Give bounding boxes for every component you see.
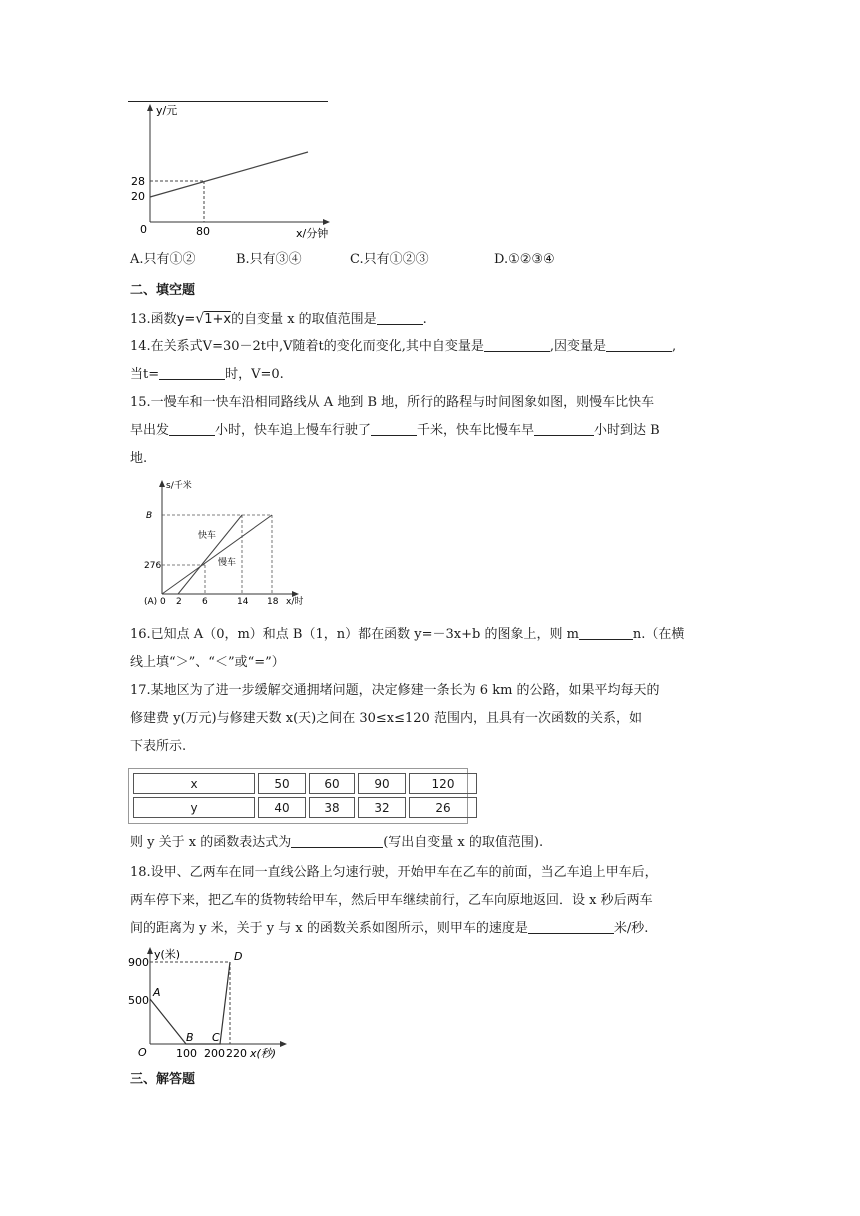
q15-y-tick-276: 276 — [144, 561, 162, 571]
q14-blank-1[interactable] — [484, 337, 550, 352]
q12-option-c: C.只有①②③ — [350, 252, 429, 267]
q13-blank[interactable] — [377, 310, 423, 325]
q15-fast-label: 快车 — [198, 531, 217, 541]
q14-line1: 14.在关系式V=30－2t中,V随着t的变化而变化,其中自变量是 ,因变量是 , — [130, 339, 677, 354]
q12-y-tick-28: 28 — [131, 175, 145, 188]
q18-y-label: y(米) — [154, 948, 181, 961]
table-cell: 120 — [409, 773, 477, 794]
q15-slow-label: 慢车 — [218, 558, 237, 568]
q12-graph — [128, 102, 338, 240]
q15-x-tick-2: 2 — [176, 597, 182, 607]
q16-blank[interactable] — [579, 625, 633, 640]
q17-blank[interactable] — [291, 833, 383, 848]
q15-x-tick-0: (A) 0 — [144, 597, 166, 607]
q18-x-tick-100: 100 — [176, 1047, 197, 1060]
q15-line1: 15.一慢车和一快车沿相同路线从 A 地到 B 地，所行的路程与时间图象如图，则慢车比快车 — [130, 395, 655, 410]
q18-origin: O — [138, 1046, 147, 1059]
q17-line2: 修建费 y(万元)与修建天数 x(天)之间在 30≤x≤120 范围内，且具有一次函数的关系，如 — [130, 711, 642, 726]
q13-suffix: 的自变量 x 的取值范围是 — [231, 312, 377, 327]
table-cell: y — [133, 797, 255, 818]
q15-y-label: s/千米 — [166, 481, 192, 491]
table-cell: x — [133, 773, 255, 794]
q12-x-tick-80: 80 — [196, 225, 210, 238]
q18-x-tick-200: 200 — [204, 1047, 225, 1060]
q18-x-label: x(秒) — [250, 1047, 277, 1060]
q18-blank[interactable] — [528, 919, 614, 934]
q18-line3: 间的距离为 y 米，关于 y 与 x 的函数关系如图所示，则甲车的速度是 米/秒. — [130, 921, 649, 936]
q17-after: 则 y 关于 x 的函数表达式为 (写出自变量 x 的取值范围). — [130, 835, 544, 850]
table-cell: 60 — [309, 773, 355, 794]
q12-x-label: x/分钟 — [296, 227, 329, 240]
q15-graph — [140, 478, 310, 608]
q15-x-tick-18: 18 — [267, 597, 279, 607]
q18-graph — [128, 944, 298, 1062]
q16-line1: 16.已知点 A（0，m）和点 B（1，n）都在函数 y=－3x+b 的图象上，则 m n.（在横 — [130, 627, 685, 642]
q18-line1: 18.设甲、乙两车在同一直线公路上匀速行驶，开始甲车在乙车的前面，当乙车追上甲车后， — [130, 865, 658, 880]
q14-blank-3[interactable] — [159, 365, 225, 380]
q15-x-tick-14: 14 — [237, 597, 249, 607]
table-cell: 40 — [258, 797, 306, 818]
q17-line1: 17.某地区为了进一步缓解交通拥堵问题，决定修建一条长为 6 km 的公路，如果平均每天的 — [130, 683, 660, 698]
q17-line3: 下表所示. — [130, 739, 187, 754]
q13-formula: y=√1+x — [176, 311, 232, 327]
section3-heading: 三、解答题 — [130, 1072, 196, 1087]
q15-blank-2[interactable] — [371, 421, 417, 436]
section2-heading: 二、填空题 — [130, 283, 196, 298]
table-cell: 26 — [409, 797, 477, 818]
q15-x-tick-6: 6 — [202, 597, 208, 607]
q13-line: 13.函数y=√1+x的自变量 x 的取值范围是 . — [130, 311, 427, 327]
q15-line2: 早出发 小时，快车追上慢车行驶了 千米，快车比慢车早 小时到达 B — [130, 423, 660, 438]
q15-line3: 地. — [130, 451, 148, 466]
q18-point-b: B — [186, 1031, 194, 1044]
q12-x-tick-0: 0 — [140, 223, 147, 236]
table-cell: 90 — [358, 773, 406, 794]
q15-blank-1[interactable] — [169, 421, 215, 436]
q16-line2: 线上填“＞”、“＜”或“=”） — [130, 655, 285, 670]
q15-blank-3[interactable] — [534, 421, 594, 436]
q17-table — [130, 770, 480, 821]
table-row — [133, 773, 477, 794]
table-cell: 50 — [258, 773, 306, 794]
q14-blank-2[interactable] — [606, 337, 672, 352]
q12-option-d: D.①②③④ — [494, 252, 555, 267]
q13-prefix: 13.函数 — [130, 312, 177, 327]
table-cell: 32 — [358, 797, 406, 818]
q12-y-tick-20: 20 — [131, 190, 145, 203]
q15-x-label: x/时 — [286, 597, 304, 607]
table-row — [133, 797, 477, 818]
q12-option-a: A.只有①② — [130, 252, 196, 267]
q18-y-tick-500: 500 — [128, 994, 149, 1007]
q12-y-label: y/元 — [156, 104, 178, 117]
q18-y-tick-900: 900 — [128, 956, 149, 969]
q18-line2: 两车停下来，把乙车的货物转给甲车，然后甲车继续前行，乙车向原地返回．设 x 秒后两车 — [130, 893, 653, 908]
q15-b-label: B — [146, 511, 153, 521]
q18-point-a: A — [153, 986, 161, 999]
q18-point-c: C — [212, 1031, 220, 1044]
q12-option-b: B.只有③④ — [236, 252, 302, 267]
q14-line2: 当t= 时，V=0. — [130, 367, 284, 382]
q18-point-d: D — [234, 950, 243, 963]
table-cell: 38 — [309, 797, 355, 818]
q18-x-tick-220: 220 — [226, 1047, 247, 1060]
